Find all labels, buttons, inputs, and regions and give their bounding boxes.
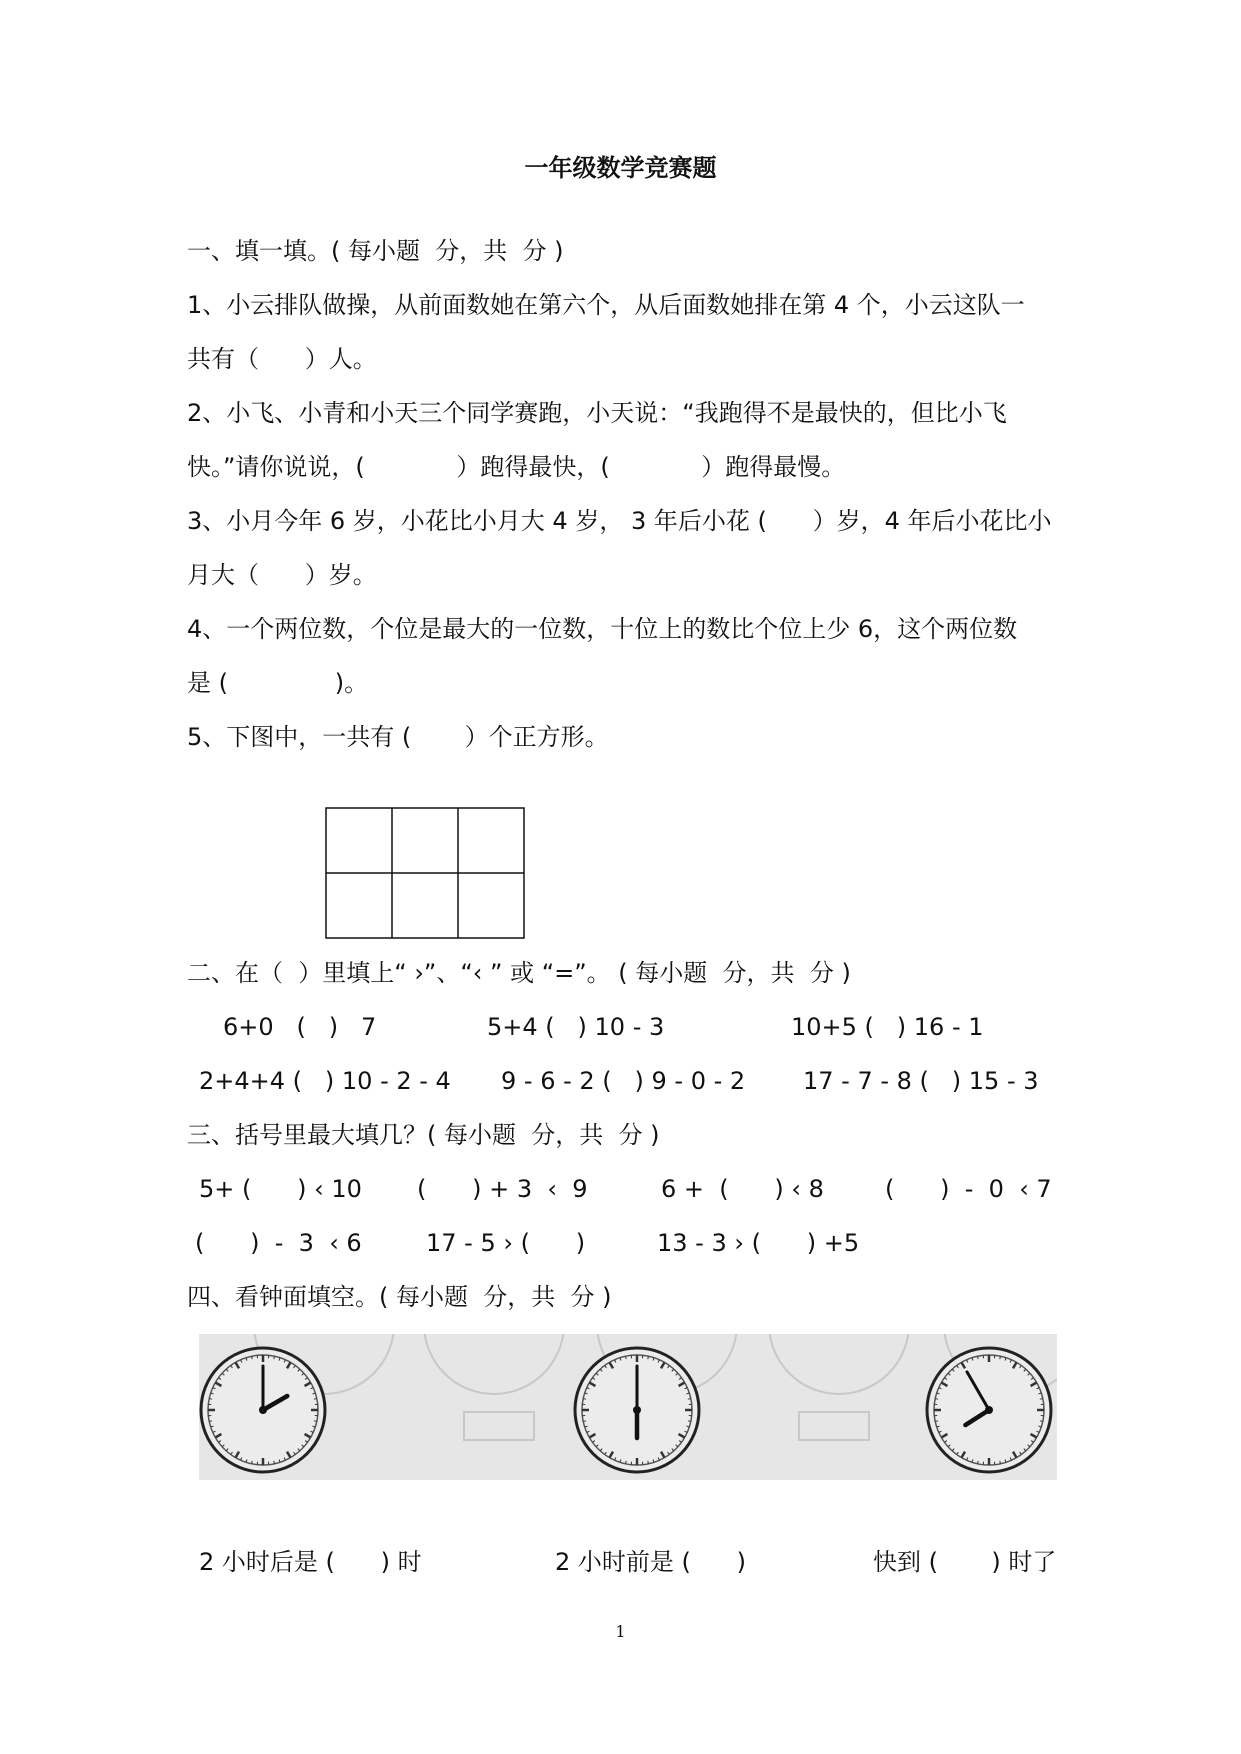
clock-center-dot	[985, 1406, 993, 1414]
clock-tick	[209, 1399, 212, 1400]
question-3-line-2: 月大（ ）岁。	[187, 561, 377, 589]
page-title: 一年级数学竞赛题	[524, 153, 717, 182]
square-grid-figure	[325, 807, 525, 939]
clock-center-dot	[633, 1406, 641, 1414]
section1-heading: 一、填一填。( 每小题 分，共 分 )	[187, 237, 564, 265]
clock-tick	[648, 1356, 649, 1359]
clock-tick	[688, 1399, 691, 1400]
max-fill-item: ( ) - 0 ‹ 7	[885, 1175, 1052, 1203]
max-fill-item: 5+ ( ) ‹ 10	[199, 1175, 362, 1203]
clock-tick	[626, 1461, 627, 1464]
clock-tick	[978, 1461, 979, 1464]
clock-tick	[935, 1421, 938, 1422]
section2-heading: 二、在（ ）里填上“ ›”、“‹ ” 或 “=”。 ( 每小题 分，共 分 )	[187, 959, 851, 987]
max-fill-item: 17 - 5 › ( )	[426, 1229, 586, 1257]
question-4-line-1: 4、一个两位数，个位是最大的一位数，十位上的数比个位上少 6，这个两位数	[187, 615, 1018, 643]
clock-tick	[314, 1399, 317, 1400]
clock-faces-image	[199, 1334, 1057, 1480]
question-1-line-2: 共有（ ）人。	[187, 345, 377, 373]
clock-tick	[978, 1356, 979, 1359]
clock-center-dot	[259, 1406, 267, 1414]
clock-tick	[1040, 1421, 1043, 1422]
clock-tick	[1000, 1356, 1001, 1359]
max-fill-item: 13 - 3 › ( ) +5	[657, 1229, 860, 1257]
compare-item: 17 - 7 - 8 ( ) 15 - 3	[803, 1067, 1039, 1095]
clock-caption: 2 小时后是 ( ) 时	[199, 1548, 422, 1576]
section4-heading: 四、看钟面填空。( 每小题 分，共 分 )	[187, 1283, 612, 1311]
clock-tick	[252, 1356, 253, 1359]
clock-tick	[274, 1461, 275, 1464]
clock-tick	[583, 1399, 586, 1400]
question-2-line-1: 2、小飞、小青和小天三个同学赛跑，小天说：“我跑得不是最快的，但比小飞	[187, 399, 1007, 427]
clock-face	[201, 1348, 325, 1472]
compare-item: 2+4+4 ( ) 10 - 2 - 4	[199, 1067, 451, 1095]
clock-tick	[1040, 1399, 1043, 1400]
clock-tick	[1000, 1461, 1001, 1464]
max-fill-item: ( ) + 3 ‹ 9	[417, 1175, 588, 1203]
compare-item: 10+5 ( ) 16 - 1	[791, 1013, 984, 1041]
clock-caption: 快到 ( ) 时了	[873, 1548, 1057, 1576]
question-3-line-1: 3、小月今年 6 岁，小花比小月大 4 岁， 3 年后小花 ( ）岁，4 年后小花比小	[187, 507, 1052, 535]
question-5: 5、下图中，一共有 ( ）个正方形。	[187, 723, 609, 751]
clock-tick	[252, 1461, 253, 1464]
section3-heading: 三、括号里最大填几？( 每小题 分，共 分 )	[187, 1121, 660, 1149]
clock-caption: 2 小时前是 ( )	[555, 1548, 747, 1576]
clock-tick	[626, 1356, 627, 1359]
clock-tick	[314, 1421, 317, 1422]
compare-item: 6+0 ( ) 7	[223, 1013, 377, 1041]
question-1-line-1: 1、小云排队做操，从前面数她在第六个，从后面数她排在第 4 个，小云这队一	[187, 291, 1025, 319]
max-fill-item: ( ) - 3 ‹ 6	[195, 1229, 362, 1257]
question-4-line-2: 是 ( )。	[187, 669, 369, 697]
clock-tick	[583, 1421, 586, 1422]
max-fill-item: 6 + ( ) ‹ 8	[661, 1175, 824, 1203]
clock-tick	[648, 1461, 649, 1464]
clock-tick	[274, 1356, 275, 1359]
page-number: 1	[615, 1622, 626, 1641]
compare-item: 9 - 6 - 2 ( ) 9 - 0 - 2	[501, 1067, 746, 1095]
question-2-line-2: 快。”请你说说，( ）跑得最快，( ）跑得最慢。	[187, 453, 846, 481]
clock-face	[575, 1348, 699, 1472]
clock-face	[927, 1348, 1051, 1472]
clock-tick	[209, 1421, 212, 1422]
clock-tick	[688, 1421, 691, 1422]
compare-item: 5+4 ( ) 10 - 3	[487, 1013, 665, 1041]
clock-tick	[935, 1399, 938, 1400]
